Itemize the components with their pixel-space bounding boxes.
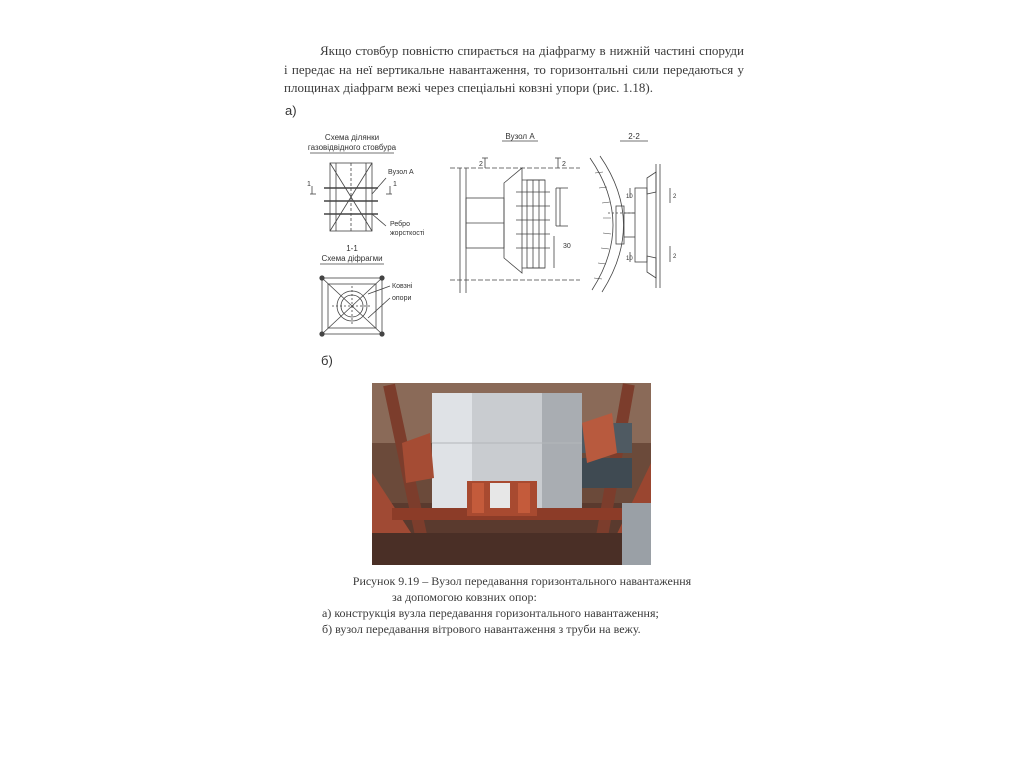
caption-title: Рисунок 9.19 – Вузол передавання горизонтального навантаження <box>352 574 692 588</box>
node-a-detail <box>450 158 580 293</box>
rib-label-line1: Ребро <box>390 221 410 228</box>
support-node-photo <box>372 383 651 565</box>
node-a-scheme-label: Вузол А <box>388 169 414 176</box>
caption-item-a: а) конструкція вузла передавання горизонтального навантаження; <box>322 606 659 620</box>
figure-label-b: б) <box>321 353 333 368</box>
rib-label-line2: жорсткості <box>390 230 425 237</box>
section-22-drawing <box>590 156 670 292</box>
stack-scheme <box>310 163 392 231</box>
sliding-supports-line2: опори <box>392 295 412 302</box>
section-2-left-label: 2 <box>479 161 483 168</box>
caption-item-b: б) вузол передавання вітрового навантаження з труби на вежу. <box>322 622 641 636</box>
dimension-2-top: 2 <box>673 194 677 200</box>
scheme-title-line2: газовідвідного стовбура <box>307 143 397 152</box>
technical-drawing <box>290 128 690 343</box>
section-1-left-label: 1 <box>307 181 311 188</box>
dimension-2-bottom: 2 <box>673 254 677 260</box>
paragraph-text: Якщо стовбур повністю спирається на діафрагму в нижній частині споруди і передає на неї вертикальне навантаження, то горизонтальні сили передаються у площинах діафрагм вежі через спеціальні ковзні упори (рис. 1.18). <box>284 43 744 95</box>
body-paragraph <box>284 42 744 98</box>
sliding-supports-line1: Ковзні <box>392 283 413 290</box>
caption-subtitle: за допомогою ковзних опор: <box>392 590 537 604</box>
diaphragm-scheme <box>320 276 390 336</box>
figure-caption <box>322 573 722 637</box>
diaphragm-title: Схема діфрагми <box>321 254 383 263</box>
scheme-title-line1: Схема ділянки <box>324 133 380 142</box>
dimension-30: 30 <box>563 243 571 250</box>
dimension-10-bottom: 10 <box>626 256 633 262</box>
node-a-title: Вузол А <box>505 132 535 141</box>
section-2-right-label: 2 <box>562 161 566 168</box>
dimension-10-top: 10 <box>626 194 633 200</box>
figure-label-a: а) <box>285 103 297 118</box>
section-11-label: 1-1 <box>346 244 358 253</box>
section-22-label: 2-2 <box>628 132 640 141</box>
section-1-right-label: 1 <box>393 181 397 188</box>
